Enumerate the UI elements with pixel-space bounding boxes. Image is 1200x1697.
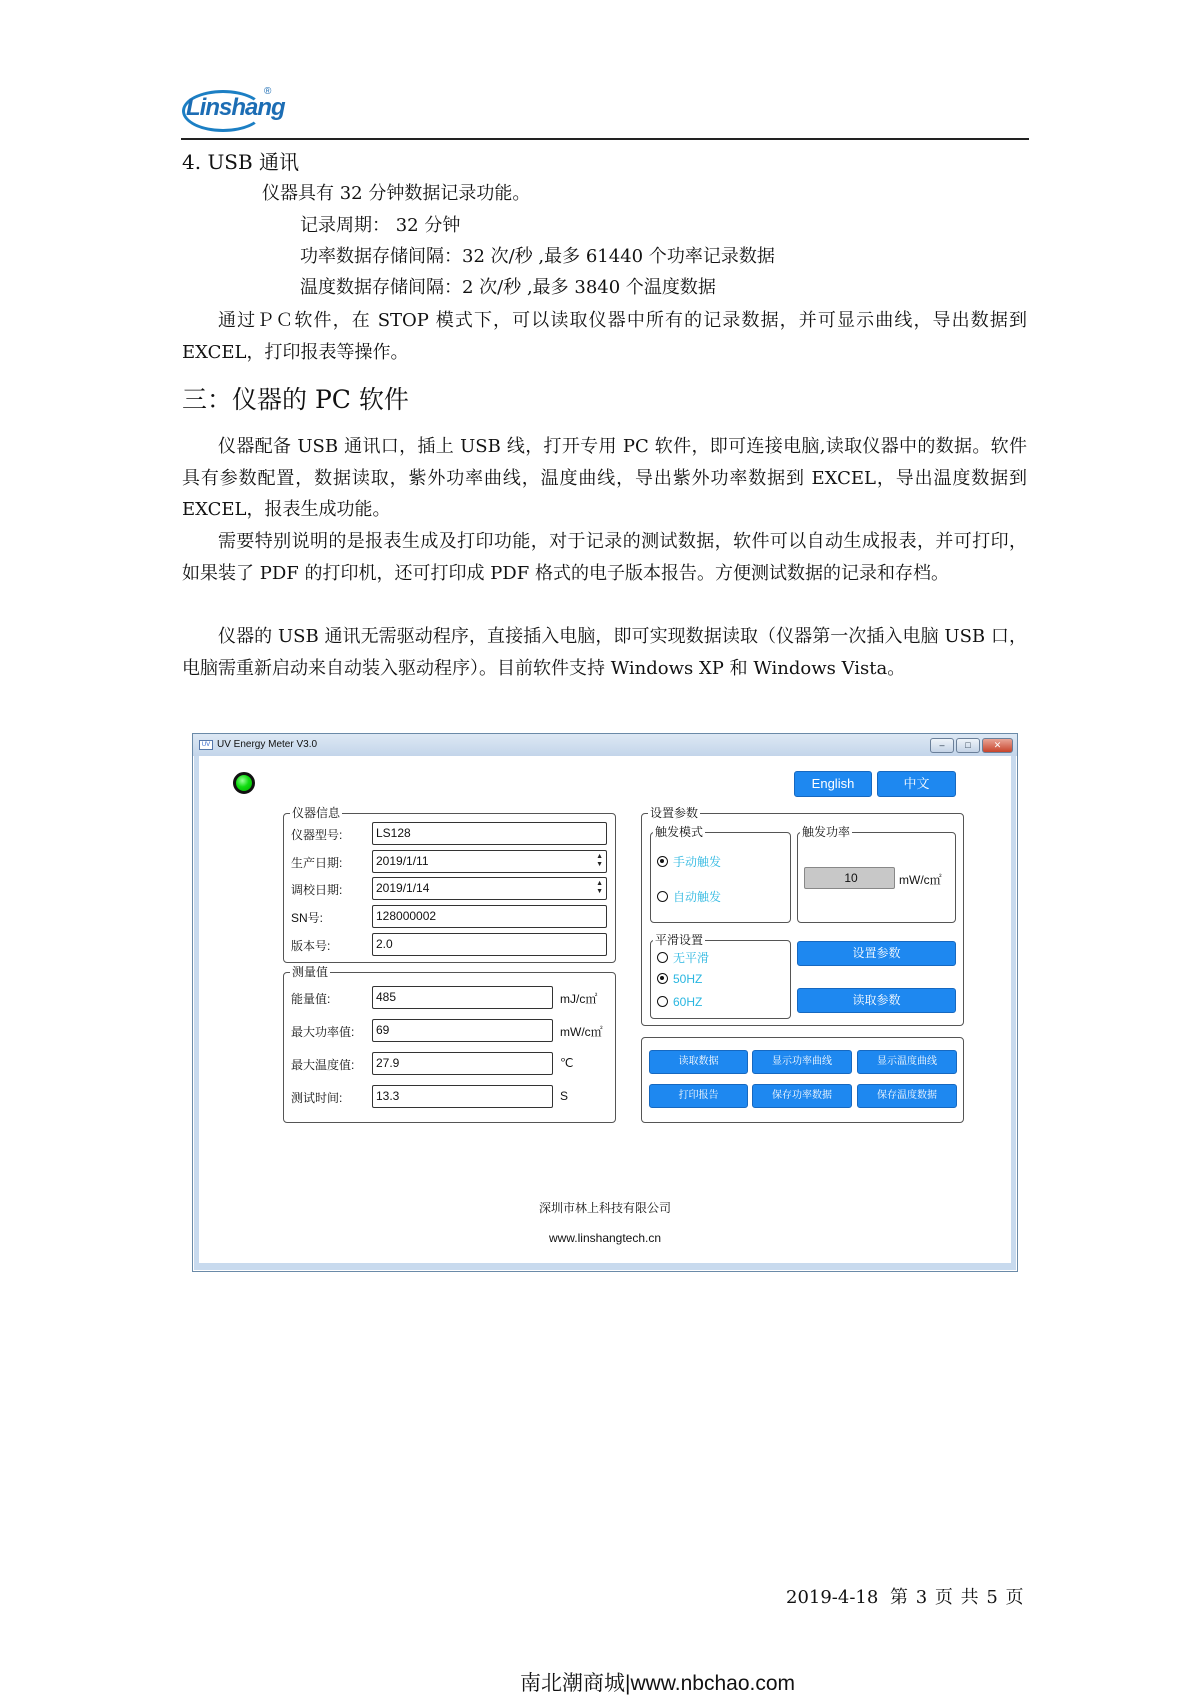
calibration-date-picker[interactable]: 2019/1/14 ▲ ▼ (372, 877, 607, 900)
text-line: 仪器具有 32 分钟数据记录功能。 (262, 183, 531, 204)
time-unit: S (560, 1089, 569, 1103)
production-date-label: 生产日期: (291, 856, 343, 870)
paragraph: 需要特别说明的是报表生成及打印功能，对于记录的测试数据，软件可以自动生成报表，并可打印，如果装了 PDF 的打印机，还可打印成 PDF 格式的电子版本报告。方便测试数据的记录和存档。 (182, 531, 1027, 584)
set-parameters-button[interactable]: 设置参数 (797, 941, 956, 966)
footer-page-number: 第 3 页 共 5 页 (890, 1587, 1024, 1608)
radio-unchecked-icon (657, 952, 668, 963)
radio-checked-icon (657, 973, 668, 984)
close-button[interactable]: ✕ (982, 738, 1013, 753)
title-bar (193, 734, 1017, 756)
radio-unchecked-icon (657, 996, 668, 1007)
app-icon: UV (199, 740, 213, 750)
save-temperature-data-button[interactable]: 保存温度数据 (857, 1084, 957, 1108)
app-window (192, 733, 1018, 1272)
save-power-data-button[interactable]: 保存功率数据 (752, 1084, 852, 1108)
trigger-mode-group: 触发模式 手动触发 自动触发 (650, 832, 791, 923)
connection-status-led (233, 772, 255, 794)
test-time-field[interactable]: 13.3 (372, 1085, 553, 1108)
section-heading-usb: 4. USB 通讯 (182, 150, 300, 174)
trigger-power-group: 触发功率 10 mW/c㎡ (797, 832, 956, 923)
read-data-button[interactable]: 读取数据 (649, 1050, 748, 1074)
read-parameters-button[interactable]: 读取参数 (797, 988, 956, 1013)
production-date-picker[interactable]: 2019/1/11 ▲ ▼ (372, 850, 607, 873)
paragraph: 仪器配备 USB 通讯口，插上 USB 线，打开专用 PC 软件，即可连接电脑,读取仪器中的数据。软件具有参数配置，数据读取，紫外功率曲线，温度曲线，导出紫外功率数据到 EXCEL，导出温度数据到 EXCEL，报表生成功能。 (182, 436, 1027, 521)
test-time-label: 测试时间: (291, 1091, 343, 1105)
window-title: UV Energy Meter V3.0 (217, 739, 318, 750)
radio-no-smoothing[interactable]: 无平滑 (657, 949, 709, 966)
watermark: 南北潮商城|www.nbchao.com (519, 1672, 796, 1695)
radio-60hz[interactable]: 60HZ (657, 995, 702, 1009)
temp-unit: ℃ (560, 1056, 574, 1070)
maximize-button[interactable]: □ (956, 738, 980, 753)
energy-label: 能量值: (291, 992, 331, 1006)
power-unit: mW/c㎡ (560, 1025, 603, 1039)
version-field[interactable]: 2.0 (372, 933, 607, 956)
calibration-date-label: 调校日期: (291, 883, 343, 897)
section-heading-pc-software: 三：仪器的 PC 软件 (182, 385, 409, 414)
settings-group: 设置参数 触发模式 手动触发 自动触发 触发功率 10 mW/c㎡ 平滑设置 无平滑 50HZ 60HZ 设置参数 读取参数 (641, 813, 964, 1026)
energy-unit: mJ/c㎡ (560, 992, 598, 1006)
show-temperature-curve-button[interactable]: 显示温度曲线 (857, 1050, 957, 1074)
energy-field[interactable]: 485 (372, 986, 553, 1009)
show-power-curve-button[interactable]: 显示功率曲线 (752, 1050, 852, 1074)
spinner-icon[interactable]: ▲ ▼ (596, 880, 603, 895)
radio-manual-trigger[interactable]: 手动触发 (657, 853, 721, 870)
header-divider (181, 138, 1029, 140)
footer-date: 2019-4-18 (786, 1587, 879, 1608)
english-button[interactable]: English (794, 771, 872, 797)
model-label: 仪器型号: (291, 828, 343, 842)
chinese-button[interactable]: 中文 (877, 771, 956, 797)
radio-auto-trigger[interactable]: 自动触发 (657, 888, 721, 905)
paragraph: 仪器的 USB 通讯无需驱动程序，直接插入电脑，即可实现数据读取（仪器第一次插入电脑 USB 口，电脑需重新启动来自动装入驱动程序）。目前软件支持 Windows XP 和 Windows Vista。 (182, 626, 1027, 679)
smoothing-group: 平滑设置 无平滑 50HZ 60HZ (650, 940, 791, 1019)
radio-50hz[interactable]: 50HZ (657, 972, 702, 986)
max-power-label: 最大功率值: (291, 1025, 355, 1039)
company-website[interactable]: www.linshangtech.cn (548, 1231, 662, 1245)
radio-unchecked-icon (657, 891, 668, 902)
company-name: 深圳市林上科技有限公司 (538, 1201, 671, 1215)
text-line: 功率数据存储间隔：32 次/秒 ,最多 61440 个功率记录数据 (300, 246, 775, 267)
max-temp-label: 最大温度值: (291, 1058, 355, 1072)
instrument-info-group: 仪器信息 仪器型号: LS128 生产日期: 2019/1/11 ▲ ▼ 调校日期: 2019/1/14 ▲ ▼ SN号: 128000002 版本号: 2.0 (283, 813, 616, 963)
paragraph: 通过ＰＣ软件，在 STOP 模式下，可以读取仪器中所有的记录数据，并可显示曲线，导出数据到 EXCEL，打印报表等操作。 (182, 310, 1027, 363)
measurement-group: 测量值 能量值: 485 mJ/c㎡ 最大功率值: 69 mW/c㎡ 最大温度值: 27.9 ℃ 测试时间: 13.3 S (283, 972, 616, 1123)
app-client-area (199, 756, 1011, 1263)
spinner-icon[interactable]: ▲ ▼ (596, 853, 603, 868)
text-line: 记录周期： 32 分钟 (300, 215, 461, 236)
max-power-field[interactable]: 69 (372, 1019, 553, 1042)
actions-group (641, 1037, 964, 1123)
trigger-power-field[interactable]: 10 (804, 867, 895, 889)
linshang-logo: Linshang ® (182, 86, 274, 134)
sn-field[interactable]: 128000002 (372, 905, 607, 928)
radio-checked-icon (657, 856, 668, 867)
trigger-power-unit: mW/c㎡ (899, 873, 942, 887)
model-field[interactable]: LS128 (372, 822, 607, 845)
text-line: 温度数据存储间隔：2 次/秒 ,最多 3840 个温度数据 (300, 277, 716, 298)
version-label: 版本号: (291, 939, 331, 953)
print-report-button[interactable]: 打印报告 (649, 1084, 748, 1108)
minimize-button[interactable]: – (930, 738, 954, 753)
sn-label: SN号: (291, 911, 324, 925)
max-temp-field[interactable]: 27.9 (372, 1052, 553, 1075)
